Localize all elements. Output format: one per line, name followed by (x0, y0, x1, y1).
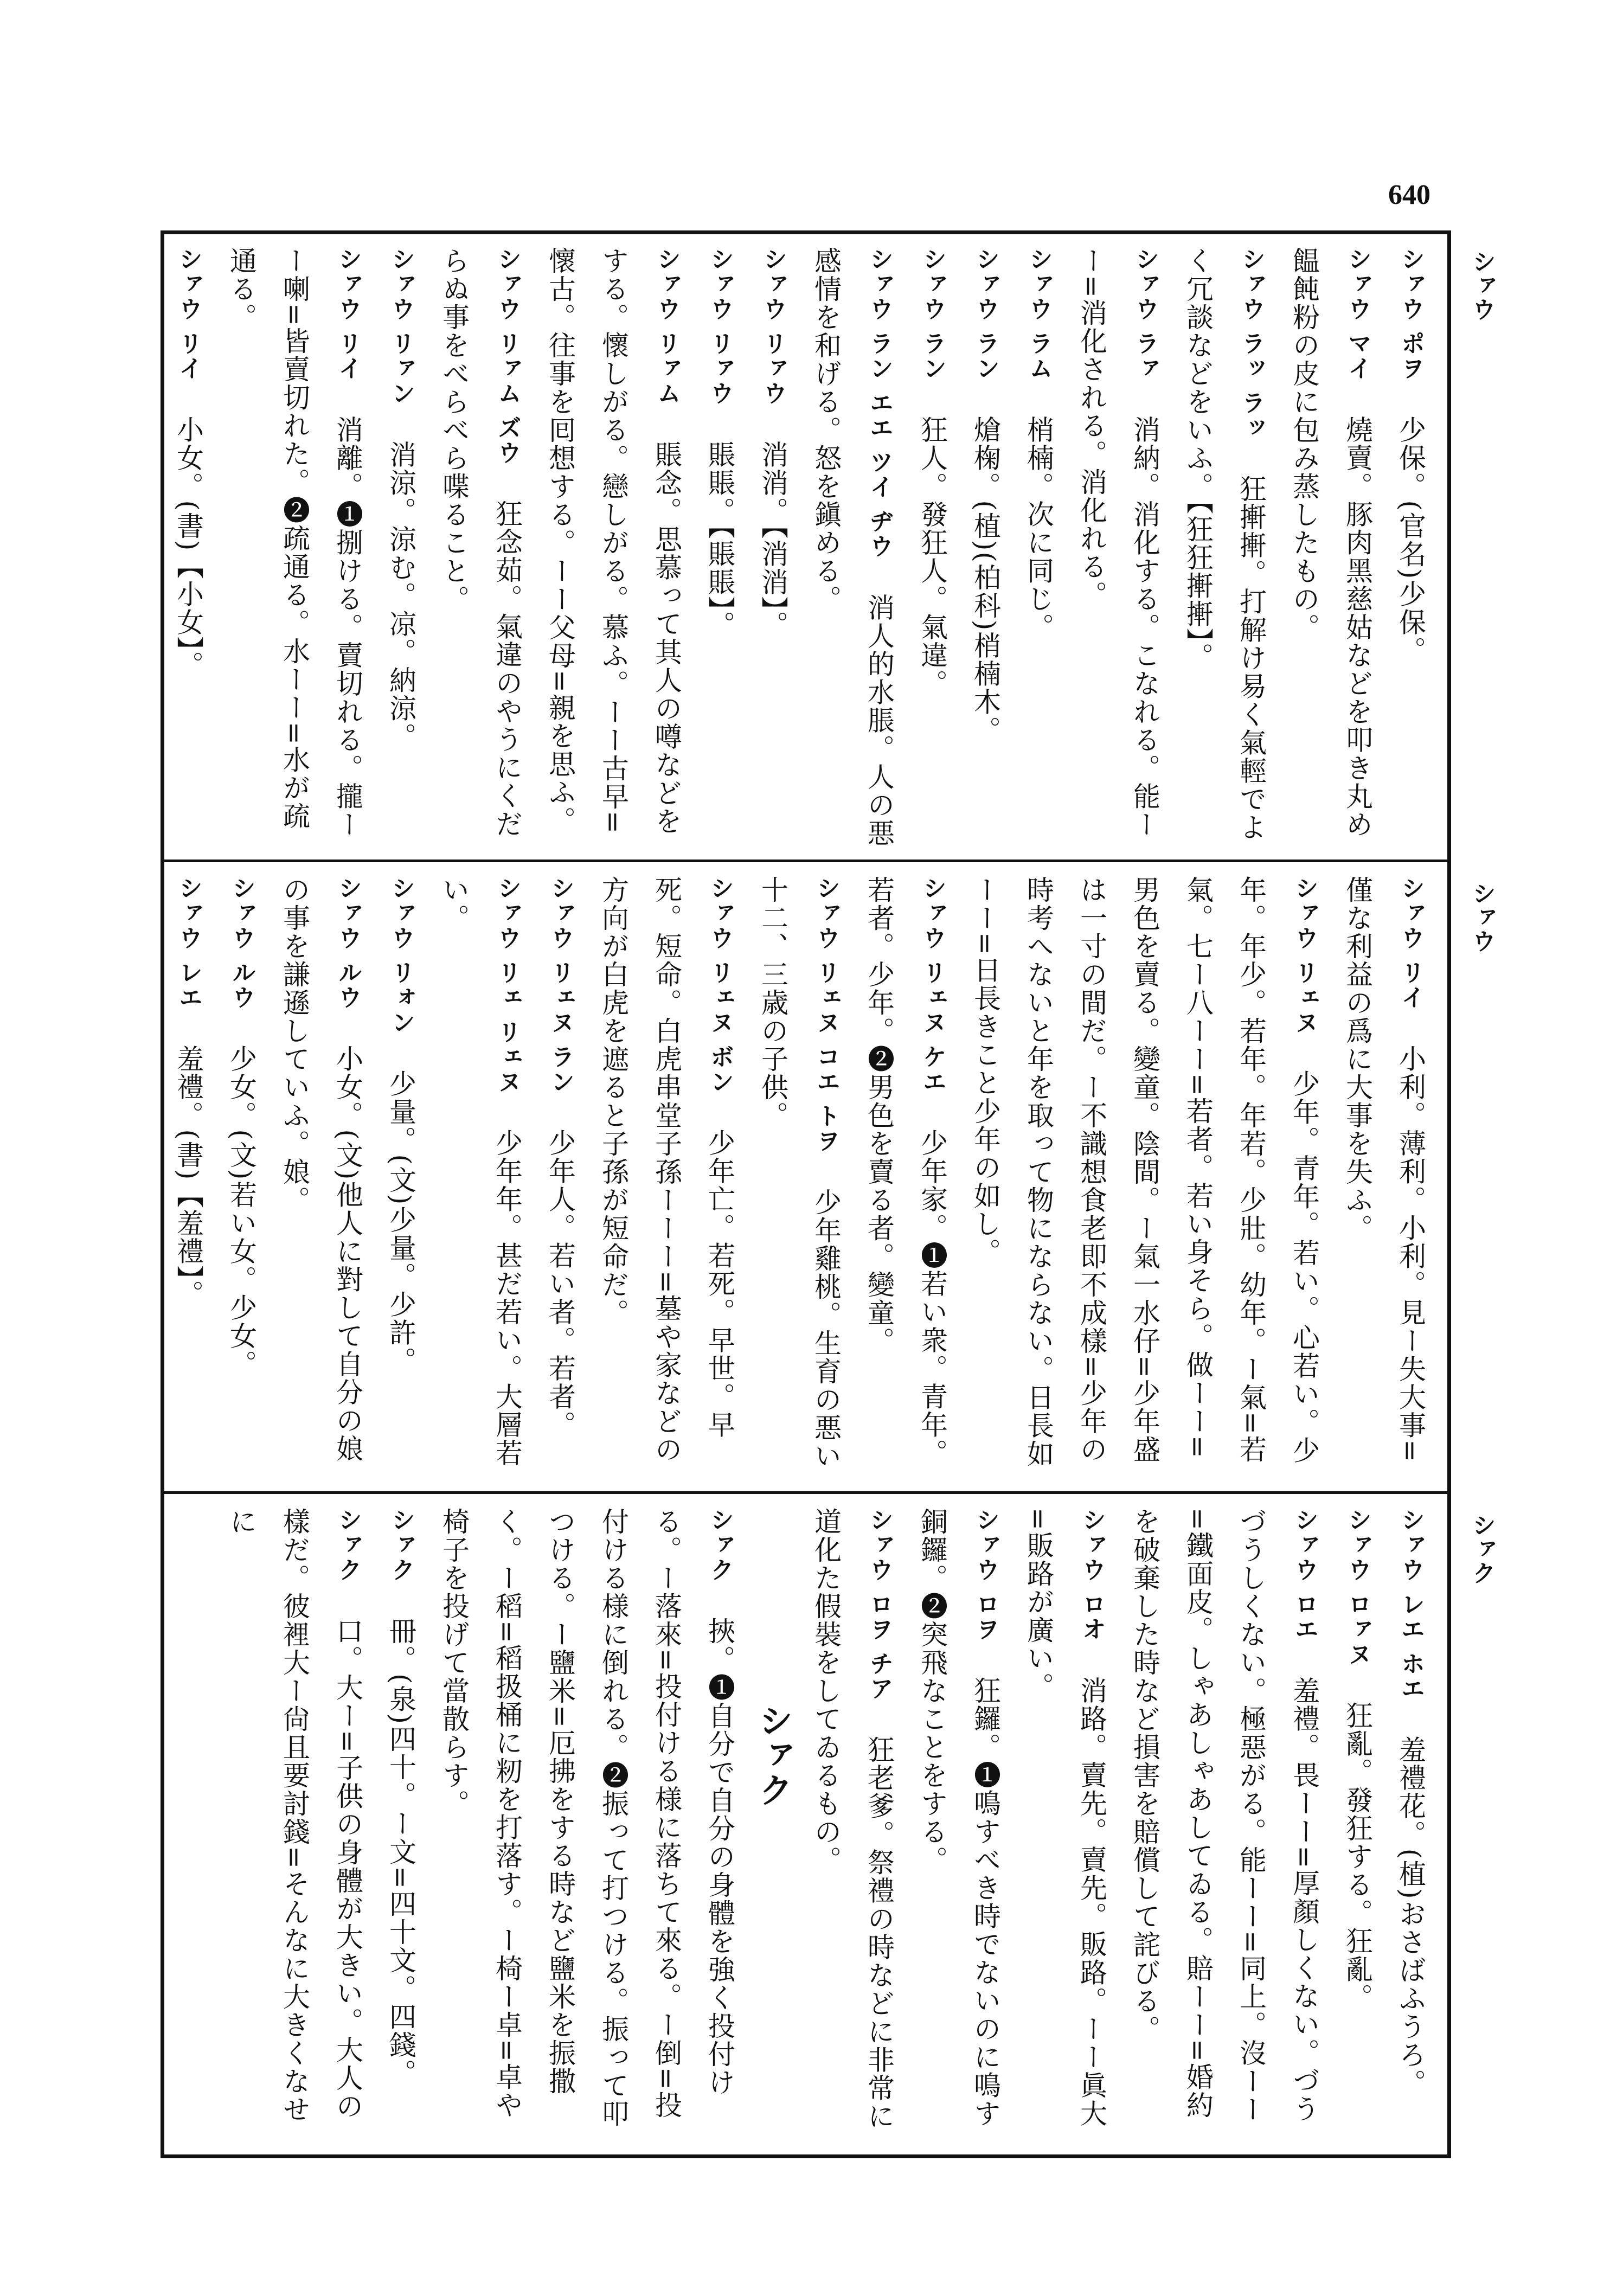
entry-definition: 小女。(書)【小女】。 (172, 415, 204, 679)
entry-definition: 少女。(文)若い女。少女。 (226, 1044, 257, 1378)
dictionary-entry (799, 247, 906, 849)
band-bottom-entries (174, 1508, 1437, 2142)
entry-reading: シァウ リェヌ ボン (706, 876, 734, 1119)
dictionary-entry (746, 247, 799, 849)
entry-definition: 少年人。若い者。若者。 (544, 1128, 576, 1439)
dictionary-entry (1118, 1508, 1331, 2142)
dictionary-entry (215, 247, 374, 849)
entry-definition: 狂人。發狂人。氣違。 (916, 415, 948, 698)
entry-reading: シァク (706, 1508, 734, 1607)
entry-reading: シァウ リェヌ コエ トヲ (812, 876, 840, 1178)
section-label-top: シァウ (1468, 249, 1496, 321)
dictionary-entry (215, 1508, 374, 2142)
entry-definition: 少保。(官名)少保。 (1395, 415, 1426, 665)
dictionary-entry (746, 876, 852, 1478)
entry-definition: 少年雞桃。生育の悪い十二、三歳の子供。 (757, 876, 842, 1470)
entry-definition: 狂老爹。祭禮の時などに非常に道化た假裝をしてゐるもの。 (810, 1508, 895, 2131)
entry-definition: 羞禮。畏ーー=厚顏しくない。づうづうしくない。極惡がる。能ーー=同上。沒ーー=鐵面皮。しゃあしゃあしてゐる。賠ーー=婚約を破棄した時など損害を賠償して詫びる。 (1129, 1508, 1320, 2124)
dictionary-entry (215, 876, 268, 1478)
entry-definition: 消納。消化する。こなれる。能ーー=消化される。消化れる。 (1076, 247, 1160, 839)
entry-definition: 狂搟搟。打解け易く氣輕でよく冗談などをいふ。【狂狂搟搟】。 (1182, 247, 1267, 842)
page-number: 640 (1388, 179, 1430, 210)
entry-definition: 賬賬。【賬賬】。 (704, 440, 735, 639)
band-top-entries (174, 247, 1437, 849)
entry-reading: シァウ ラン (919, 247, 946, 406)
entry-definition: 小女。(文)他人に對して自分の娘の事を謙遜していふ。娘。 (279, 876, 363, 1463)
entry-definition: 少年。青年。若い。心若い。少年。年少。若年。年若。少壯。幼年。ー氣=若氣。七ー八ーー=若者。若い身そら。做ーー=男色を賣る。變童。陰間。ー氣一水仔=少年盛は一寸の間だ。ー不識想食老即不成樣=少年の時考へないと年を取って物にならない。日長如ーー=日長きこと少年の如し。 (970, 876, 1320, 1468)
dictionary-entry (534, 247, 693, 849)
band-divider-top (161, 860, 1451, 862)
dictionary-entry (959, 247, 1012, 849)
entry-reading: シァウ リイ (1397, 876, 1425, 1035)
entry-definition: 少年亡。若死。早世。早死。短命。白虎串堂子孫ーーー=墓や家などの方向が白虎を遮ると子孫が短命だ。 (598, 876, 735, 1464)
entry-reading: シァウ ラン (972, 247, 999, 406)
dictionary-entry (906, 1508, 1012, 2142)
section-label-middle: シァウ (1468, 881, 1496, 953)
dictionary-entry (906, 247, 959, 849)
band-middle-entries (174, 876, 1437, 1478)
band-middle (174, 876, 1437, 1478)
entry-reading: シァウ リェ リェヌ (493, 876, 521, 1119)
dictionary-entry (374, 1508, 427, 2142)
entry-reading: シァウ リェヌ ラン (547, 876, 574, 1119)
entry-definition: 熗椈。(植)(柏科)梢楠木。 (970, 415, 1001, 745)
entry-definition: 消消。【消消】。 (757, 440, 788, 639)
dictionary-entry (1171, 247, 1278, 849)
entry-reading: シァウ リァウ (706, 247, 734, 431)
dictionary-entry (1384, 247, 1437, 849)
dictionary-entry (427, 1508, 746, 2142)
dictionary-entry (1331, 1508, 1384, 2142)
entry-definition: 消離。❶捌ける。賣切れる。攏ーー喇=皆賣切れた。❷疏通る。水ーー=水が疏通る。 (226, 247, 363, 839)
dictionary-entry (268, 876, 374, 1478)
dictionary-entry (959, 876, 1331, 1478)
dictionary-entry (1012, 247, 1065, 849)
section-heading: シァク (753, 1703, 793, 1807)
entry-definition: 挾。❶自分で自分の身體を強く投付ける。ー落來=投付ける様に落ちて來る。ー倒=投付ける様に倒れる。❷振って打つける。振って叩つける。ー鹽米=厄拂をする時など鹽米を振撒く。ー稻=稻扱桶に籾を打落す。ー椅ー卓=卓や椅子を投げて當散らす。 (438, 1508, 735, 2128)
entry-reading: シァウ ロオ (1078, 1508, 1106, 1667)
dictionary-entry (427, 247, 534, 849)
entry-definition: 狂念茹。氣違のやうにくだらぬ事をべらべら喋ること。 (438, 247, 523, 838)
entry-definition: 少年年。甚だ若い。大層若い。 (438, 876, 523, 1467)
entry-reading: シァウ ポヲ (1397, 247, 1425, 406)
band-bottom (174, 1508, 1437, 2142)
dictionary-entry (587, 876, 746, 1478)
dictionary-entry (427, 876, 534, 1478)
entry-definition: 冊。(泉)四十。ー文=四十文。四錢。 (385, 1617, 416, 2087)
dictionary-entry (1065, 247, 1171, 849)
entry-definition: 羞禮。(書)【羞禮】。 (172, 1044, 204, 1309)
entry-reading: シァウ ラッ ラッ (1237, 247, 1265, 465)
dictionary-entry (162, 876, 215, 1478)
dictionary-entry (799, 1508, 906, 2142)
entry-reading: シァウ マイ (1344, 247, 1371, 406)
entry-definition: 消涼。涼む。凉。納涼。 (385, 440, 416, 751)
entry-reading: シァウ ロヲ (972, 1508, 999, 1667)
entry-reading: シァウ ラァ (1131, 247, 1159, 406)
entry-definition: 賬念。思慕って其人の噂などをする。懷しがる。戀しがる。慕ふ。ーー古早=懷古。往事を囘想する。ーー父母=親を思ふ。 (544, 247, 682, 836)
entry-reading: シァウ リォン (387, 876, 415, 1060)
dictionary-entry (1331, 876, 1437, 1478)
entry-reading: シァウ ロエ (1291, 1508, 1318, 1667)
entry-reading: シァウ リァウ (759, 247, 787, 431)
dictionary-entry (534, 876, 587, 1478)
entry-reading: シァウ リァム (653, 247, 681, 431)
entry-reading: シァウ ロヲ チア (865, 1508, 893, 1726)
entry-reading: シァウ ルウ (334, 876, 362, 1035)
entry-definition: 狂鑼。❶鳴すべき時でないのに鳴す銅鑼。❷突飛なことをする。 (916, 1508, 1001, 2128)
entry-definition: 少年家。❶若い衆。青年。若者。少年。❷男色を賣る者。變童。 (863, 876, 948, 1467)
dictionary-entry (852, 876, 959, 1478)
dictionary-entry (693, 247, 746, 849)
dictionary-entry (1012, 1508, 1118, 2142)
dictionary-entry (1278, 247, 1384, 849)
entry-definition: 消路。賣先。賣先。販路。ーー眞大=販路が廣い。 (1023, 1508, 1107, 2128)
dictionary-entry (374, 247, 427, 849)
band-top (174, 247, 1437, 849)
band-divider-bottom (161, 1491, 1451, 1494)
entry-reading: シァウ リァム ズウ (493, 247, 521, 490)
entry-definition: 燒賣。豚肉黑慈姑などを叩き丸め饂飩粉の皮に包み蒸したもの。 (1288, 247, 1373, 839)
dictionary-entry (1384, 1508, 1437, 2142)
dictionary-entry (374, 876, 427, 1478)
section-label-bottom: シァク (1468, 1513, 1496, 1585)
entry-reading: シァウ ラム (1025, 247, 1053, 406)
entry-reading: シァウ リイ (175, 247, 202, 406)
entry-definition: 羞禮花。(植)おさばふうろ。 (1395, 1735, 1426, 2098)
entry-definition: 少量。(文)少量。少許。 (385, 1069, 416, 1375)
entry-reading: シァウ リァン (387, 247, 415, 431)
entry-reading: シァウ ルウ (228, 876, 255, 1035)
entry-definition: 小利。薄利。小利。見ー失大事=僅な利益の爲に大事を失ふ。 (1342, 876, 1426, 1464)
entry-reading: シァウ レエ ホエ (1397, 1508, 1425, 1726)
entry-definition: 梢楠。次に同じ。 (1023, 415, 1054, 642)
entry-definition: 口。大ー=子供の身體が大きい。大人の樣だ。彼裡大ー尙且要討錢=そんなに大きくなせに (226, 1508, 363, 2124)
entry-reading: シァク (334, 1508, 362, 1607)
entry-reading: シァク (387, 1508, 415, 1607)
entry-reading: シァウ ロァヌ (1344, 1508, 1371, 1692)
entry-reading: シァウ リイ (334, 247, 362, 406)
entry-reading: シァウ リェヌ (1291, 876, 1318, 1060)
entry-reading: シァウ リェヌ ケエ (919, 876, 946, 1119)
entry-definition: 狂亂。發狂する。狂亂。 (1342, 1701, 1373, 2012)
dictionary-entry (162, 247, 215, 849)
entry-reading: シァウ ラン エエ ツイ ヂウ (865, 247, 893, 584)
entry-reading: シァウ レエ (175, 876, 202, 1035)
entry-definition: 消人的水脹。人の悪感情を和げる。怒を鎭める。 (810, 247, 895, 848)
